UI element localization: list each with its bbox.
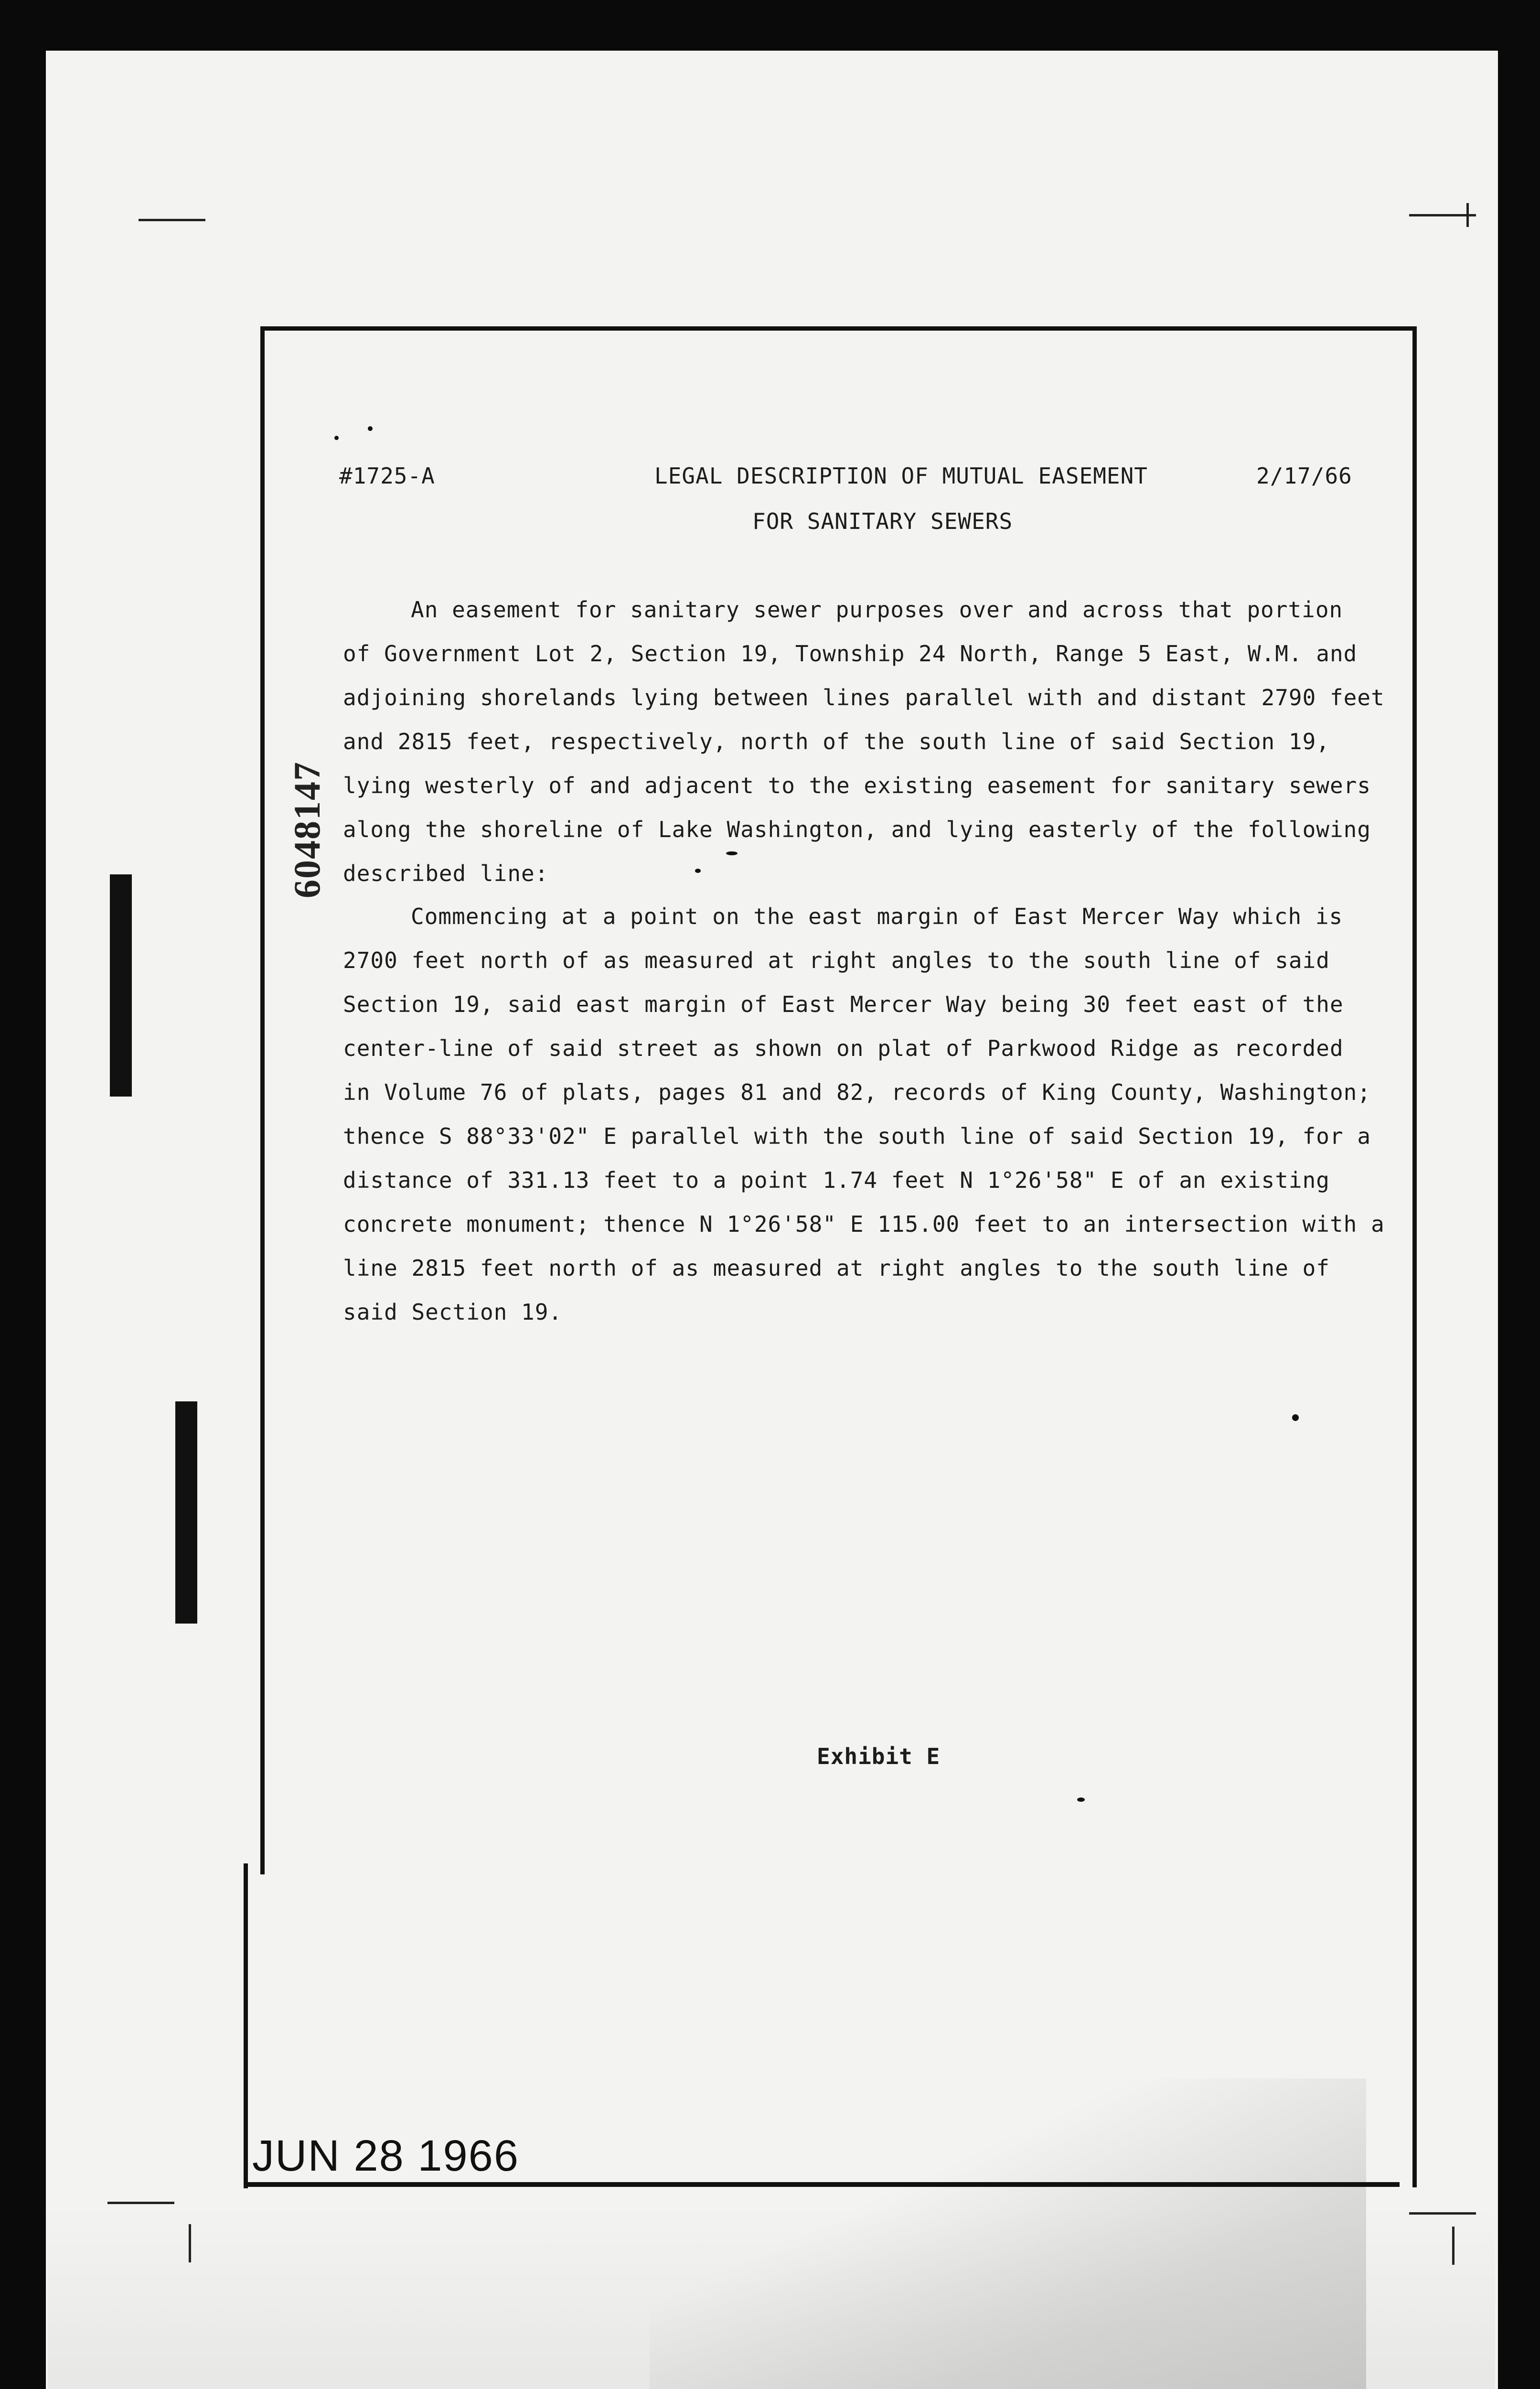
- body-line: center-line of said street as shown on plat of Parkwood Ridge as recorded: [343, 1035, 1344, 1061]
- body-line: of Government Lot 2, Section 19, Township 24 North, Range 5 East, W.M. and: [343, 641, 1358, 667]
- film-edge-bar: [175, 1401, 197, 1624]
- body-line: lying westerly of and adjacent to the existing easement for sanitary sewers: [343, 773, 1371, 798]
- border-right: [1412, 326, 1417, 2187]
- speck: [334, 436, 339, 440]
- border-left: [260, 326, 265, 1874]
- registration-mark: [1409, 2212, 1476, 2215]
- recording-number-stamp: 6048147: [286, 761, 328, 898]
- body-line: adjoining shorelands lying between lines parallel with and distant 2790 feet: [343, 685, 1385, 710]
- speck: [368, 426, 373, 431]
- speck: [695, 869, 701, 873]
- document-title: LEGAL DESCRIPTION OF MUTUAL EASEMENT: [654, 463, 1148, 489]
- body-line: said Section 19.: [343, 1299, 563, 1325]
- body-line: Section 19, said east margin of East Mercer Way being 30 feet east of the: [343, 991, 1344, 1017]
- registration-mark: [139, 219, 205, 221]
- document-number: #1725-A: [339, 463, 435, 489]
- exhibit-label: Exhibit E: [817, 1743, 941, 1769]
- speck: [726, 851, 738, 855]
- border-left-lower: [244, 1863, 248, 2188]
- body-line: thence S 88°33'02" E parallel with the south line of said Section 19, for a: [343, 1123, 1371, 1149]
- body-line: 2700 feet north of as measured at right angles to the south line of said: [343, 947, 1330, 973]
- body-line: and 2815 feet, respectively, north of the south line of said Section 19,: [343, 729, 1330, 754]
- body-line: described line:: [343, 861, 549, 886]
- fold-shadow: [650, 2078, 1366, 2389]
- body-line: along the shoreline of Lake Washington, and lying easterly of the following: [343, 817, 1371, 842]
- registration-mark: [189, 2224, 191, 2262]
- body-line: Commencing at a point on the east margin of East Mercer Way which is: [411, 904, 1343, 929]
- registration-mark: [1466, 203, 1469, 227]
- body-line: in Volume 76 of plats, pages 81 and 82, records of King County, Washington;: [343, 1079, 1371, 1105]
- body-line: An easement for sanitary sewer purposes over and across that portion: [411, 597, 1343, 623]
- speck: [1292, 1414, 1299, 1421]
- document-date: 2/17/66: [1256, 463, 1352, 489]
- film-edge-bar: [110, 874, 132, 1097]
- registration-mark: [107, 2202, 174, 2204]
- body-line: line 2815 feet north of as measured at right angles to the south line of: [343, 1255, 1330, 1281]
- border-bottom: [244, 2182, 1400, 2187]
- body-line: distance of 331.13 feet to a point 1.74 feet N 1°26'58" E of an existing: [343, 1167, 1330, 1193]
- filed-date-stamp: JUN 28 1966: [252, 2131, 519, 2180]
- border-top: [260, 326, 1416, 331]
- document-subtitle: FOR SANITARY SEWERS: [752, 508, 1013, 534]
- registration-mark: [1409, 214, 1476, 216]
- speck: [1077, 1797, 1085, 1802]
- body-line: concrete monument; thence N 1°26'58" E 115.00 feet to an intersection with a: [343, 1211, 1385, 1237]
- registration-mark: [1452, 2227, 1454, 2265]
